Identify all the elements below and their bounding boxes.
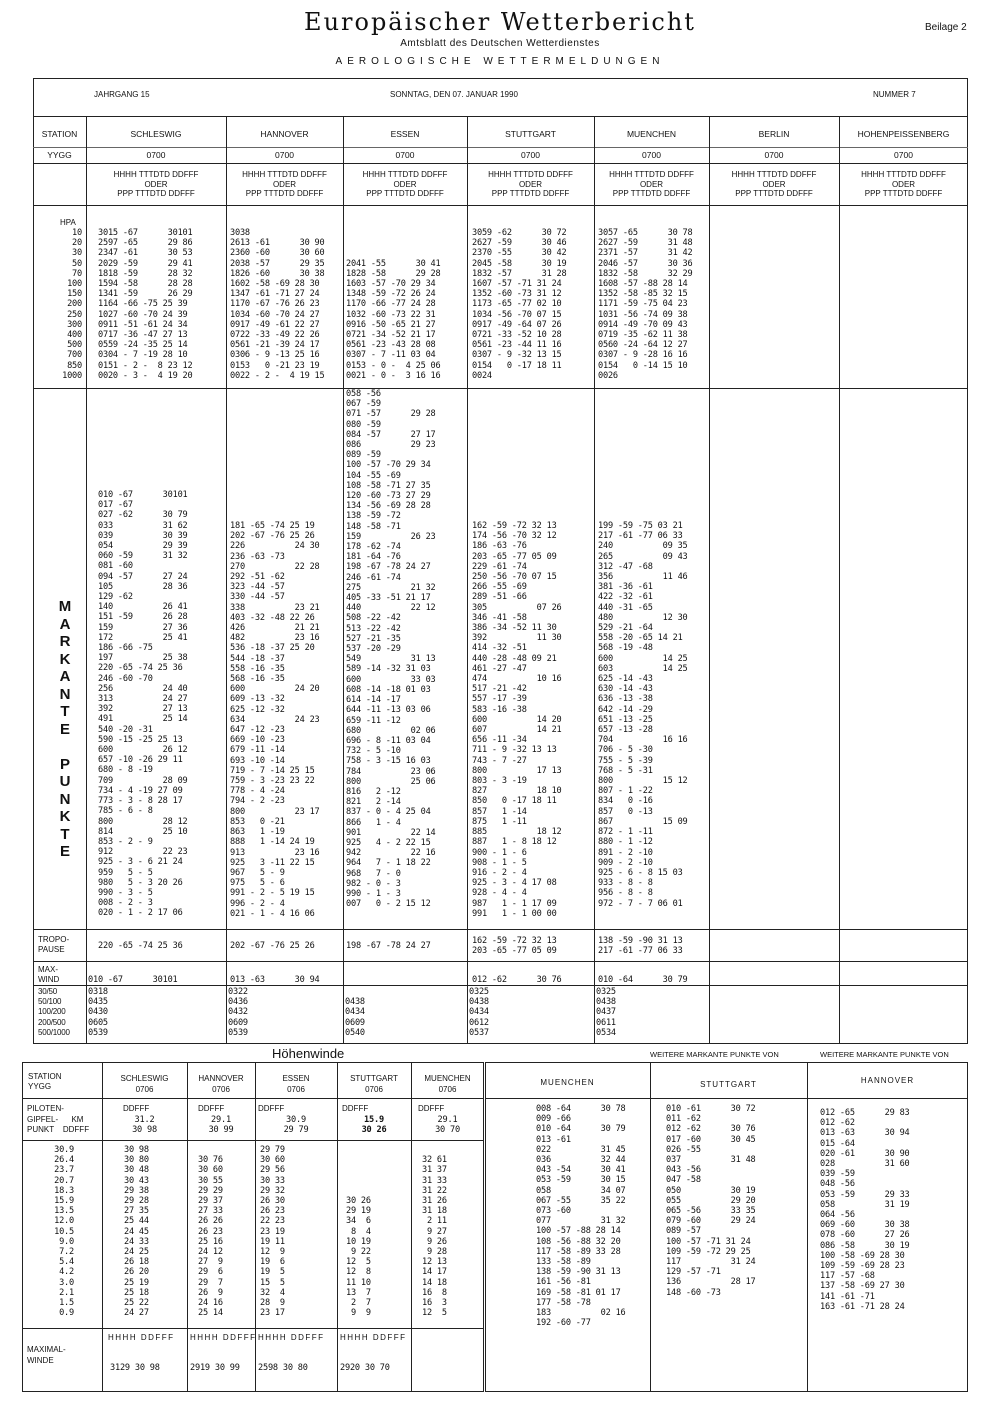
maxwind-muenchen: 010 -64 30 79 bbox=[598, 975, 688, 985]
col-head-berlin: HHHH TTTDTD DDFFF ODER PPP TTTDTD DDFFF bbox=[731, 170, 817, 198]
beilage-label: Beilage 2 bbox=[925, 22, 967, 33]
col-head-stuttgart: HHHH TTTDTD DDFFF ODER PPP TTTDTD DDFFF bbox=[488, 170, 573, 198]
jahrgang: JAHRGANG 15 bbox=[94, 90, 150, 99]
extra-hannover: 012 -65 29 83 012 -62 013 -63 30 94 015 -64 020 -61 30 90 028 31 60 039 -59 048 -56 053 -59 29 33 058 31 19 064 -56 069 -60 30 38 078 -60 27 26 086 -58 30 19 100 -58 -69 28 30 109 -59 -69 28 23 117 -57 -68 137 -58 -69 27 30 141 -61 -71 163 -61 -71 28 24 bbox=[820, 1108, 910, 1312]
station-hohenpeissenberg: HOHENPEISSENBERG bbox=[857, 129, 950, 139]
col-head-hannover: HHHH TTTDTD DDFFF ODER PPP TTTDTD DDFFF bbox=[242, 170, 327, 198]
page-title: Europäischer Wetterbericht bbox=[304, 8, 696, 36]
weitere-markante-label-2: WEITERE MARKANTE PUNKTE VON bbox=[820, 1050, 949, 1059]
maxwind-hannover: 013 -63 30 94 bbox=[230, 975, 320, 985]
tropo-schleswig: 220 -65 -74 25 36 bbox=[98, 941, 183, 951]
mp-schleswig: 010 -67 30101 017 -67 027 -62 30 79 033 31 62 039 30 39 054 29 39 060 -59 31 32 081 -60 094 -57 27 24 105 28 36 129 -62 140 26 41 151 -59 26 28 159 27 36 172 25 41 186 -66 -75 197 25 38 220 -65 -74 25 36 246 -60 -70 256 24 40 313 24 27 392 27 13 491 25 14 540 -20 -31 590 -15 -25 25 13 600 26 12 657 -10 -26 29 11 680 - 8 -19 709 28 09 734 - 4 -19 27 09 773 - 3 - 8 28 17 785 - 6 - 8 800 28 12 814 25 10 853 - 2 - 9 912 22 23 925 - 3 - 6 21 24 959 5 - 5 980 5 - 3 20 26 990 - 3 - 5 008 - 2 - 3 020 - 1 - 2 17 06 bbox=[98, 490, 188, 919]
maximal-winde-label: MAXIMAL- WINDE bbox=[27, 1345, 66, 1365]
shear-schleswig: 0318 0435 0430 0605 0539 bbox=[88, 987, 108, 1038]
extra-station-muenchen: MUENCHEN bbox=[540, 1078, 595, 1087]
extra-stuttgart: 010 -61 30 72 011 -62 012 -62 30 76 017 -60 30 45 026 -55 037 31 48 043 -56 047 -58 050 30 19 055 29 20 065 -56 33 35 079 -60 29 24 089 -57 100 -57 -71 31 24 109 -59 -72 29 25 117 31 24 129 -57 -71 136 28 17 148 -60 -73 bbox=[666, 1104, 756, 1298]
km-levels: 30.9 26.4 23.7 20.7 18.3 15.9 13.5 12.0 10.5 9.0 7.2 5.4 4.2 3.0 2.1 1.5 0.9 bbox=[54, 1145, 74, 1319]
tropo-muenchen: 138 -59 -90 31 13 217 -61 -77 06 33 bbox=[598, 936, 683, 957]
maxwind-schleswig: 010 -67 30101 bbox=[88, 975, 178, 985]
pilot-val-stuttgart: 15.9 30 26 bbox=[361, 1115, 387, 1136]
pilot-val-schleswig: 31.2 30 98 bbox=[132, 1115, 157, 1136]
pilot-val-essen: 30.9 29 79 bbox=[283, 1115, 309, 1136]
tropo-stuttgart: 162 -59 -72 32 13 203 -65 -77 05 09 bbox=[472, 936, 557, 957]
mp-hannover: 181 -65 -74 25 19 202 -67 -76 25 26 226 24 30 236 -63 -73 270 22 28 292 -51 -62 323 -44 -57 330 -44 -57 338 23 21 403 -32 -48 22 26 426 21 21 482 23 16 536 -18 -37 25 20 544 -18 -37 558 -16 -35 568 -16 -35 600 24 20 609 -13 -32 625 -12 -32 634 24 23 647 -12 -23 669 -10 -23 679 -11 -14 693 -10 -14 719 - 7 -14 25 15 759 - 3 -23 23 22 778 - 4 -24 794 - 2 -23 800 23 17 853 0 -21 863 1 -19 888 1 -14 24 19 913 23 16 925 3 -11 22 15 967 5 - 9 975 5 - 6 991 - 2 - 5 19 15 996 - 2 - 4 021 - 1 - 4 16 06 bbox=[230, 521, 320, 919]
maxwind-label: MAX- WIND bbox=[38, 965, 60, 984]
max-val-schleswig: 3129 30 98 bbox=[110, 1363, 160, 1373]
page-subtitle: Amtsblatt des Deutschen Wetterdienstes bbox=[400, 38, 600, 49]
tropopause-label: TROPO- PAUSE bbox=[38, 935, 70, 954]
station-label: STATION bbox=[41, 129, 78, 139]
max-head-essen: HHHH DDFFF bbox=[258, 1333, 325, 1342]
yygg-essen: 0700 bbox=[395, 150, 415, 160]
lower-station-hannover: HANNOVER bbox=[198, 1074, 244, 1083]
pilot-val-hannover: 29.1 30 99 bbox=[208, 1115, 234, 1136]
tropo-hannover: 202 -67 -76 25 26 bbox=[230, 941, 315, 951]
shear-labels: 30/50 50/100 100/200 200/500 500/1000 bbox=[38, 987, 70, 1037]
mp-essen: 058 -56 067 -59 071 -57 29 28 080 -59 084 -57 27 17 086 29 23 089 -59 100 -57 -70 29 34 104 -55 -69 108 -58 -71 27 35 120 -60 -73 27 29 134 -56 -69 28 28 138 -59 -72 148 -58 -71 159 26 23 178 -62 -74 181 -64 -76 198 -67 -78 24 27 246 -61 -74 275 21 32 405 -33 -51 21 17 440 22 12 508 -22 -42 513 -22 -42 527 -21 -35 537 -20 -29 549 31 13 589 -14 -32 31 03 600 33 03 608 -14 -18 01 03 614 -14 -17 644 -11 -13 03 06 659 -11 -12 680 02 06 696 - 8 -11 03 04 732 - 5 -10 758 - 3 -15 16 03 784 23 06 800 25 06 816 2 -12 821 2 -14 837 - 0 - 4 25 04 866 1 - 4 901 22 14 925 4 - 2 22 15 942 22 16 964 7 - 1 18 22 968 7 - 0 982 - 0 - 3 990 - 1 - 3 007 0 - 2 15 12 bbox=[346, 389, 436, 910]
extra-station-hannover: HANNOVER bbox=[860, 1076, 915, 1085]
station-schleswig: SCHLESWIG bbox=[130, 129, 182, 139]
yygg-schleswig: 0700 bbox=[146, 150, 166, 160]
max-val-hannover: 2919 30 99 bbox=[190, 1363, 240, 1373]
lower-station-schleswig: SCHLESWIG bbox=[120, 1074, 169, 1083]
issue-date: SONNTAG, DEN 07. JANUAR 1990 bbox=[390, 90, 518, 99]
issue-number: NUMMER 7 bbox=[873, 90, 916, 99]
markante-punkte-label: M A R K A N T E P U N K T E bbox=[58, 598, 72, 860]
hoehenwinde-table bbox=[22, 1062, 484, 1392]
lower-station-stuttgart: STUTTGART bbox=[350, 1074, 398, 1083]
lower-station-muenchen: MUENCHEN bbox=[424, 1074, 471, 1083]
col-head-muenchen: HHHH TTTDTD DDFFF ODER PPP TTTDTD DDFFF bbox=[609, 170, 694, 198]
station-stuttgart: STUTTGART bbox=[505, 129, 556, 139]
hw-muenchen: 32 61 31 37 31 33 31 22 31 26 31 18 2 11 9 27 9 26 9 28 12 13 14 17 14 18 16 8 16 3 12 5 bbox=[422, 1155, 447, 1319]
station-essen: ESSEN bbox=[390, 129, 420, 139]
pilot-head-schleswig: DDFFF bbox=[123, 1104, 150, 1113]
station-berlin: BERLIN bbox=[758, 129, 790, 139]
col-head-schleswig: HHHH TTTDTD DDFFF ODER PPP TTTDTD DDFFF bbox=[113, 170, 199, 198]
yygg-label: YYGG bbox=[47, 150, 72, 160]
std-hannover: 3038 2613 -61 30 90 2360 -60 30 60 2038 -57 29 35 1826 -60 30 38 1602 -58 -69 28 30 1347 -61 -71 27 24 1170 -67 -76 26 23 1034 -60 -70 24 27 0917 -49 -61 22 27 0722 -33 -49 22 26 0561 -21 -39 24 17 0306 - 9 -13 25 16 0153 0 -21 23 19 0022 - 2 - 4 19 15 bbox=[230, 228, 325, 381]
pilot-head-muenchen: DDFFF bbox=[418, 1104, 445, 1113]
tropo-essen: 198 -67 -78 24 27 bbox=[346, 941, 431, 951]
std-stuttgart: 3059 -62 30 72 2627 -59 30 46 2370 -55 30 42 2045 -58 30 19 1832 -57 31 28 1607 -57 -71 31 24 1352 -60 -73 31 12 1173 -65 -77 02 10 1034 -56 -70 07 15 0917 -49 -64 07 26 0721 -33 -52 10 28 0561 -23 -44 11 16 0307 - 9 -32 13 15 0154 0 -17 18 11 0024 bbox=[472, 228, 567, 381]
pilot-val-muenchen: 29.1 30 70 bbox=[435, 1115, 460, 1136]
yygg-stuttgart: 0700 bbox=[521, 150, 540, 160]
hw-essen: 29 79 30 60 29 56 30 33 29 32 26 30 26 23 22 23 23 19 19 11 12 9 19 6 19 5 15 5 32 4 28 9 23 17 bbox=[260, 1145, 285, 1319]
station-muenchen: MUENCHEN bbox=[626, 129, 677, 139]
yygg-hohenpeissenberg: 0700 bbox=[894, 150, 913, 160]
yygg-hannover: 0700 bbox=[275, 150, 294, 160]
hpa-label: HPA bbox=[60, 218, 76, 227]
hoehenwinde-title: Höhenwinde bbox=[272, 1046, 345, 1061]
shear-stuttgart: 0325 0438 0434 0612 0537 bbox=[469, 987, 489, 1038]
lower-yygg-essen: 0706 bbox=[287, 1085, 305, 1094]
extra-station-stuttgart: STUTTGART bbox=[700, 1080, 757, 1089]
std-muenchen: 3057 -65 30 78 2627 -59 31 48 2371 -57 31 42 2046 -57 30 36 1832 -58 32 29 1608 -57 -88 28 14 1352 -58 -85 32 15 1171 -59 -75 04 23 1031 -56 -74 09 38 0914 -49 -70 09 43 0719 -35 -62 11 38 0560 -24 -64 12 27 0307 - 9 -28 16 16 0154 0 -14 15 10 0026 bbox=[598, 228, 693, 381]
std-essen: 2041 -55 30 41 1828 -58 29 28 1603 -57 -70 29 34 1348 -59 -72 26 24 1170 -66 -77 24 28 1032 -60 -73 22 31 0916 -50 -65 21 27 0721 -34 -52 21 17 0561 -23 -43 28 08 0307 - 7 -11 03 04 0153 - 0 - 4 25 06 0021 - 0 - 3 16 16 bbox=[346, 258, 441, 381]
max-val-stuttgart: 2920 30 70 bbox=[340, 1363, 390, 1373]
weitere-markante-label-1: WEITERE MARKANTE PUNKTE VON bbox=[650, 1050, 779, 1059]
lower-yygg-hannover: 0706 bbox=[212, 1085, 230, 1094]
pilot-head-hannover: DDFFF bbox=[198, 1104, 225, 1113]
maxwind-stuttgart: 012 -62 30 76 bbox=[472, 975, 562, 985]
shear-muenchen: 0325 0438 0437 0611 0534 bbox=[596, 987, 616, 1038]
pilot-head-essen: DDFFF bbox=[258, 1104, 285, 1113]
std-schleswig: 3015 -67 30101 2597 -65 29 86 2347 -61 30 53 2029 -59 29 41 1818 -59 28 32 1594 -58 28 28 1341 -59 26 29 1164 -66 -75 25 39 1027 -60 -70 24 39 0911 -51 -61 24 34 0717 -36 -47 27 13 0559 -24 -35 25 14 0304 - 7 -19 28 10 0151 - 2 - 8 23 12 0020 - 3 - 4 19 20 bbox=[98, 228, 193, 381]
hw-stuttgart: 30 26 29 19 34 6 8 4 10 19 9 22 12 5 12 8 11 10 13 7 2 7 9 9 bbox=[346, 1196, 371, 1319]
mp-stuttgart: 162 -59 -72 32 13 174 -56 -70 32 12 186 -63 -76 203 -65 -77 05 09 229 -61 -74 250 -56 -70 07 15 266 -55 -69 289 -51 -66 305 07 26 346 -41 -58 386 -34 -52 11 30 392 11 30 414 -32 -51 440 -28 -48 09 21 461 -27 -47 474 10 16 517 -21 -42 557 -17 -39 583 -16 -38 600 14 20 607 14 21 656 -11 -34 711 - 9 -32 13 13 743 - 7 -27 800 17 13 803 - 3 -19 827 18 10 850 0 -17 18 11 857 1 -14 875 1 -11 885 18 12 887 1 - 8 18 12 900 - 1 - 6 908 - 1 - 5 916 - 2 - 4 925 - 3 - 4 17 08 928 - 4 - 4 987 1 - 1 17 09 991 1 - 1 00 00 bbox=[472, 521, 562, 919]
lower-yygg-muenchen: 0706 bbox=[438, 1085, 457, 1094]
pilot-head-stuttgart: DDFFF bbox=[342, 1104, 369, 1113]
mp-muenchen: 199 -59 -75 03 21 217 -61 -77 06 33 240 09 35 265 09 43 312 -47 -68 356 11 46 381 -36 -61 422 -32 -61 440 -31 -65 480 12 30 529 -21 -64 558 -20 -65 14 21 568 -19 -48 600 14 25 603 14 25 625 -14 -43 630 -14 -43 636 -13 -38 642 -14 -29 651 -13 -25 657 -13 -28 704 16 16 706 - 5 -30 755 - 5 -39 768 - 5 -31 800 15 12 807 - 1 -22 834 0 -16 857 0 -13 867 15 09 872 - 1 -11 880 - 1 -12 891 - 2 -10 909 - 2 -10 925 - 6 - 8 15 03 933 - 8 - 8 956 - 8 - 8 972 - 7 - 7 06 01 bbox=[598, 521, 688, 909]
shear-essen: 0438 0434 0609 0540 bbox=[345, 997, 365, 1038]
yygg-muenchen: 0700 bbox=[642, 150, 661, 160]
max-head-hannover: HHHH DDFFF bbox=[190, 1333, 257, 1342]
col-head-hohenpeissenberg: HHHH TTTDTD DDFFF ODER PPP TTTDTD DDFFF bbox=[861, 170, 946, 198]
max-head-schleswig: HHHH DDFFF bbox=[108, 1333, 175, 1342]
max-val-essen: 2598 30 80 bbox=[258, 1363, 308, 1373]
pilot-label: PILOTEN- GIPFEL- KM PUNKT DDFFF bbox=[27, 1104, 90, 1134]
hw-hannover: 30 76 30 60 30 55 29 29 29 37 27 33 26 26 26 23 25 16 24 12 27 9 29 6 29 7 26 9 24 16 25 14 bbox=[198, 1155, 223, 1319]
max-head-stuttgart: HHHH DDFFF bbox=[340, 1333, 407, 1342]
hw-schleswig: 30 98 30 80 30 48 30 43 29 38 29 28 27 35 25 44 24 45 24 33 24 25 26 18 26 20 25 19 25 18 25 22 24 27 bbox=[124, 1145, 149, 1319]
lower-station-label: STATION YYGG bbox=[28, 1072, 62, 1091]
extra-muenchen: 008 -64 30 78 009 -66 010 -64 30 79 013 -61 022 31 45 036 32 44 043 -54 30 41 053 -59 30 15 058 34 07 067 -55 35 22 073 -60 077 31 32 100 -57 -88 28 14 108 -56 -88 32 20 117 -58 -89 33 28 133 -58 -89 138 -59 -90 31 13 161 -56 -81 169 -58 -81 01 17 177 -58 -78 183 02 16 192 -60 -77 bbox=[536, 1104, 626, 1329]
lower-station-essen: ESSEN bbox=[282, 1074, 310, 1083]
col-head-essen: HHHH TTTDTD DDFFF ODER PPP TTTDTD DDFFF bbox=[362, 170, 448, 198]
hpa-levels: 10 20 30 50 70 100 150 200 250 300 400 500 700 850 1000 bbox=[62, 228, 82, 381]
lower-yygg-stuttgart: 0706 bbox=[365, 1085, 383, 1094]
lower-yygg-schleswig: 0706 bbox=[135, 1085, 154, 1094]
section-title: AEROLOGISCHE WETTERMELDUNGEN bbox=[335, 56, 665, 67]
shear-hannover: 0322 0436 0432 0609 0539 bbox=[228, 987, 248, 1038]
yygg-berlin: 0700 bbox=[764, 150, 784, 160]
station-hannover: HANNOVER bbox=[260, 129, 309, 139]
